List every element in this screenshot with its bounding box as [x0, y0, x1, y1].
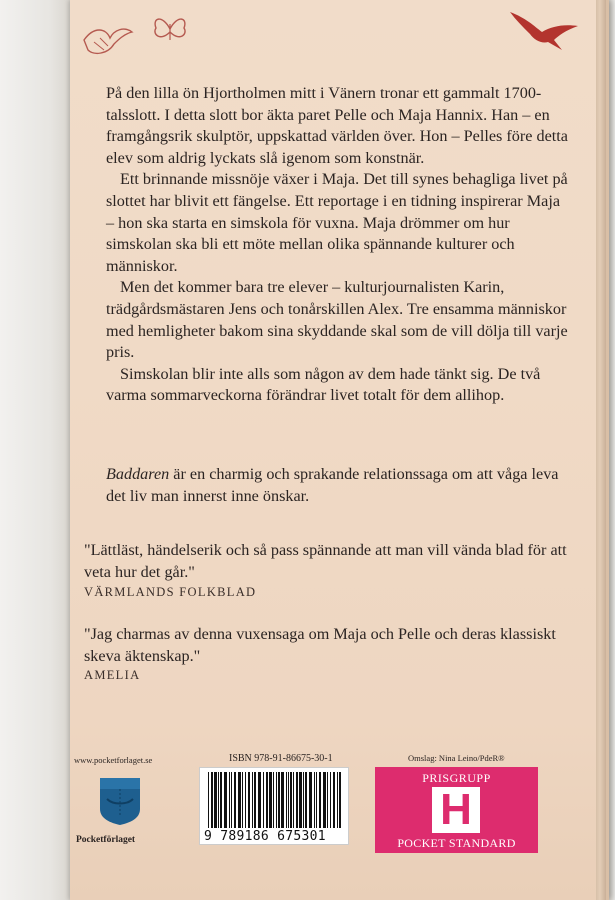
- barcode-bar: [220, 772, 222, 828]
- blurb-paragraph: Ett brinnande missnöje växer i Maja. Det till synes behagliga livet på slottet har blivit ett fängelse. Ett reportage i en tidning inspirerar Maja – hon ska starta en simskola för vuxna. Maja drömmer om hur simskolan ska bli ett möte mellan olika spännande kulturer och människor.: [106, 170, 568, 275]
- barcode-bar: [288, 772, 289, 828]
- barcode: [199, 767, 349, 845]
- barcode-bar: [290, 772, 292, 828]
- butterfly-icon: [150, 12, 190, 46]
- barcode-bar: [296, 772, 298, 828]
- barcode-bar: [314, 772, 315, 828]
- closing-line: [106, 464, 572, 507]
- barcode-bar: [252, 772, 253, 828]
- barcode-bar: [299, 772, 302, 828]
- publisher-url: www.pocketforlaget.se: [74, 755, 153, 765]
- barcode-bar: [229, 772, 230, 828]
- barcode-bar: [224, 772, 227, 828]
- barcode-bar: [258, 772, 261, 828]
- barcode-bar: [218, 772, 219, 828]
- pocket-logo-icon: [97, 775, 143, 827]
- barcode-bar: [339, 772, 341, 828]
- barcode-bar: [276, 772, 277, 828]
- barcode-bar: [266, 772, 268, 828]
- publisher-name: Pocketförlaget: [76, 835, 136, 845]
- closing-text: är en charmig och sprakande relationssaga om att våga leva det liv man innerst inne önskar.: [106, 465, 559, 505]
- barcode-bar: [293, 772, 294, 828]
- cover-credit: Omslag: Nina Leino/PdeR®: [408, 753, 505, 763]
- barcode-bar: [211, 772, 213, 828]
- barcode-bar: [254, 772, 256, 828]
- barcode-bar: [309, 772, 312, 828]
- barcode-bar: [286, 772, 287, 828]
- bird-icon: [80, 20, 136, 60]
- price-group-label: PRISGRUPP: [422, 771, 491, 785]
- blurb-paragraph: På den lilla ön Hjortholmen mitt i Vänern tronar ett gammalt 1700-talsslott. I detta slott bor äkta paret Pelle och Maja Hannix. Han – en framgångsrik skulptör, uppskattad världen över. Hon – Pelles före detta elev som aldrig lyckats slå igenom som konstnär.: [106, 84, 568, 167]
- barcode-bar: [248, 772, 250, 828]
- review-source: AMELIA: [84, 668, 141, 682]
- review-source: VÄRMLANDS FOLKBLAD: [84, 585, 257, 599]
- blurb-paragraph: Men det kommer bara tre elever – kulturjournalisten Karin, trädgårdsmästaren Jens och tonårskillen Alex. Tre ensamma människor med hemligheter bakom sina skyddande skal som de vill dölja till varje pris.: [106, 278, 568, 362]
- barcode-bar: [323, 772, 326, 828]
- barcode-bar: [214, 772, 217, 828]
- price-group-letter: H: [432, 787, 480, 833]
- barcode-bar: [269, 772, 272, 828]
- review-quote: "Lättläst, händelserik och så pass spännande att man vill vända blad för att veta hur det går.": [84, 541, 567, 581]
- barcode-bar: [337, 772, 338, 828]
- swallow-icon: [508, 8, 580, 52]
- background-wall: [0, 0, 72, 900]
- barcode-bars: [206, 772, 344, 828]
- price-group-badge: [375, 767, 538, 853]
- price-group-format: POCKET STANDARD: [397, 836, 516, 850]
- book-title: Baddaren: [106, 465, 170, 483]
- review-quote: "Jag charmas av denna vuxensaga om Maja och Pelle och deras klassiskt skeva äktenskap.": [84, 625, 556, 665]
- isbn: ISBN 978-91-86675-30-1: [229, 753, 333, 764]
- barcode-bar: [330, 772, 331, 828]
- barcode-bar: [333, 772, 335, 828]
- page-edge: [596, 0, 606, 900]
- barcode-bar: [327, 772, 328, 828]
- blurb-paragraph: Simskolan blir inte alls som någon av dem hade tänkt sig. De två varma sommarveckorna förändrar livet totalt för dem allihop.: [106, 364, 541, 405]
- blurb: [106, 83, 572, 407]
- barcode-bar: [245, 772, 246, 828]
- barcode-bar: [231, 772, 232, 828]
- barcode-bar: [305, 772, 307, 828]
- barcode-bar: [316, 772, 317, 828]
- barcode-bar: [208, 772, 209, 828]
- barcode-bar: [303, 772, 304, 828]
- barcode-bar: [273, 772, 274, 828]
- barcode-bar: [234, 772, 236, 828]
- barcode-bar: [238, 772, 241, 828]
- barcode-bar: [281, 772, 284, 828]
- barcode-bar: [319, 772, 321, 828]
- barcode-bar: [242, 772, 243, 828]
- barcode-bar: [263, 772, 264, 828]
- barcode-number: 9 789186 675301: [204, 829, 326, 844]
- barcode-bar: [278, 772, 280, 828]
